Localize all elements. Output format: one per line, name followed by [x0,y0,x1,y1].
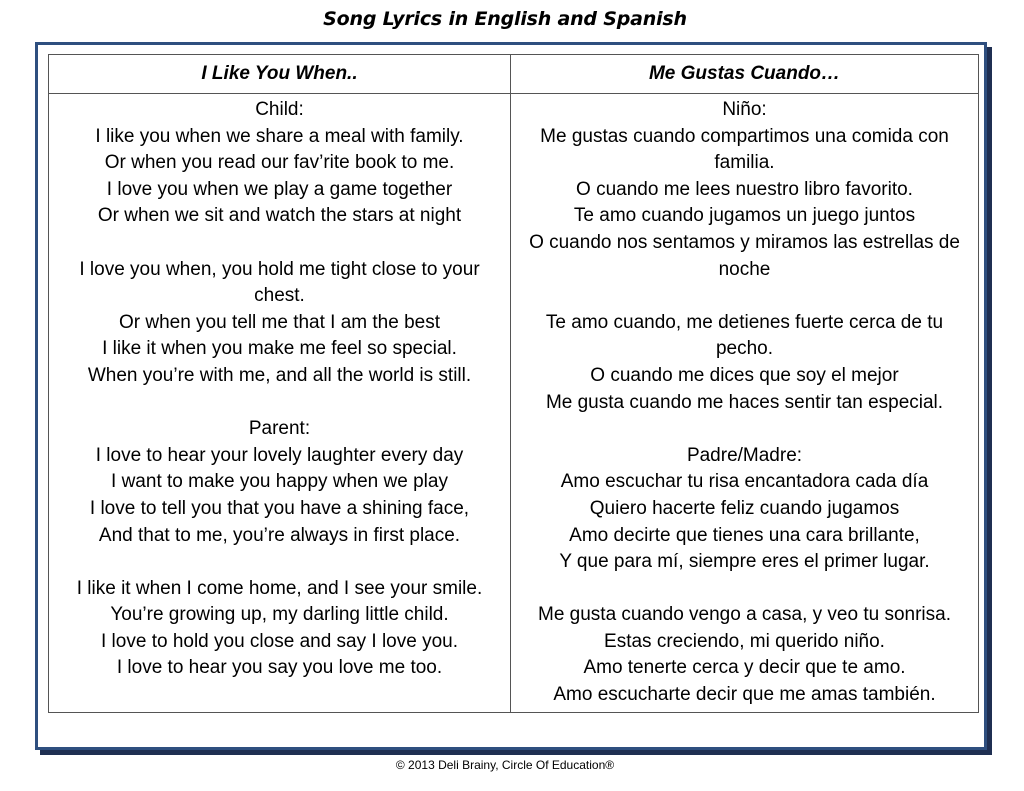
english-lyric-line: Or when we sit and watch the stars at night [97,205,462,227]
english-lyric-line: I love you when, you hold me tight close to your chest. [79,258,480,307]
blank-line [59,390,500,417]
document-frame [35,42,987,750]
english-lyric-line: When you’re with me, and all the world is still. [87,364,472,386]
blank-line [521,576,968,603]
spanish-lyric-line: O cuando me lees nuestro libro favorito. [576,178,913,200]
english-lyric-line: And that to me, you’re always in first place. [98,524,461,546]
english-lyric-line: I want to make you happy when we play [111,471,448,493]
english-lyric-line: I love to tell you that you have a shining face, [89,497,470,519]
spanish-lyric-line: Me gustas cuando compartimos una comida con familia. [540,125,949,174]
blank-line [521,283,968,310]
spanish-lyric-line: O cuando me dices que soy el mejor [590,364,899,386]
spanish-lyric-line: Amo escuchar tu risa encantadora cada día [560,471,929,493]
spanish-lyric-line: Me gusta cuando vengo a casa, y veo tu sonrisa. [538,604,951,626]
spanish-lyric-line: Estas creciendo, mi querido niño. [604,630,885,652]
english-lyric-line: Parent: [248,418,311,440]
english-lyric-line: I love you when we play a game together [106,178,453,200]
spanish-lyrics-cell [511,94,979,713]
english-column-header: I Like You When.. [49,55,511,94]
blank-line [59,230,500,257]
spanish-lyric-line: O cuando nos sentamos y miramos las estrellas de noche [529,231,960,280]
spanish-lyric-line: Te amo cuando jugamos un juego juntos [573,205,916,227]
spanish-lyric-line: Niño: [722,99,767,120]
lyrics-table [48,54,979,713]
blank-line [521,416,968,443]
table-row [49,94,979,713]
english-lyric-line: Or when you read our fav’rite book to me. [104,152,455,174]
spanish-lyric-line: Amo decirte que tienes una cara brillante, [569,524,920,546]
spanish-lyric-line: Amo escucharte decir que me amas también. [553,684,936,706]
english-lyric-line: I love to hear you say you love me too. [116,657,443,679]
english-lyric-line: I like it when I come home, and I see your smile. [76,577,483,599]
spanish-lyric-line: Y que para mí, siempre eres el primer lugar. [559,551,930,573]
spanish-lyric-line: Amo tenerte cerca y decir que te amo. [583,657,906,679]
page-title: Song Lyrics in English and Spanish [323,8,687,30]
english-lyric-line: I love to hold you close and say I love you. [101,630,458,652]
english-lyric-line: Child: [255,99,304,120]
spanish-lyric-line: Quiero hacerte feliz cuando jugamos [589,497,900,519]
spanish-lyric-line: Te amo cuando, me detienes fuerte cerca de tu pecho. [545,311,944,360]
blank-line [59,549,500,576]
english-lyrics-cell [49,94,511,713]
spanish-column-header: Me Gustas Cuando… [511,55,979,94]
copyright-footer: © 2013 Deli Brainy, Circle Of Education® [395,758,615,772]
table-header-row [49,55,979,94]
spanish-lyric-line: Me gusta cuando me haces sentir tan especial. [545,391,944,413]
english-lyric-line: Or when you tell me that I am the best [118,311,441,333]
english-lyric-line: I like it when you make me feel so special. [102,338,457,360]
spanish-lyric-line: Padre/Madre: [686,444,803,466]
english-lyric-line: I love to hear your lovely laughter every day [95,444,464,466]
english-lyric-line: You’re growing up, my darling little child. [110,604,449,626]
english-lyric-line: I like you when we share a meal with family. [95,125,464,147]
